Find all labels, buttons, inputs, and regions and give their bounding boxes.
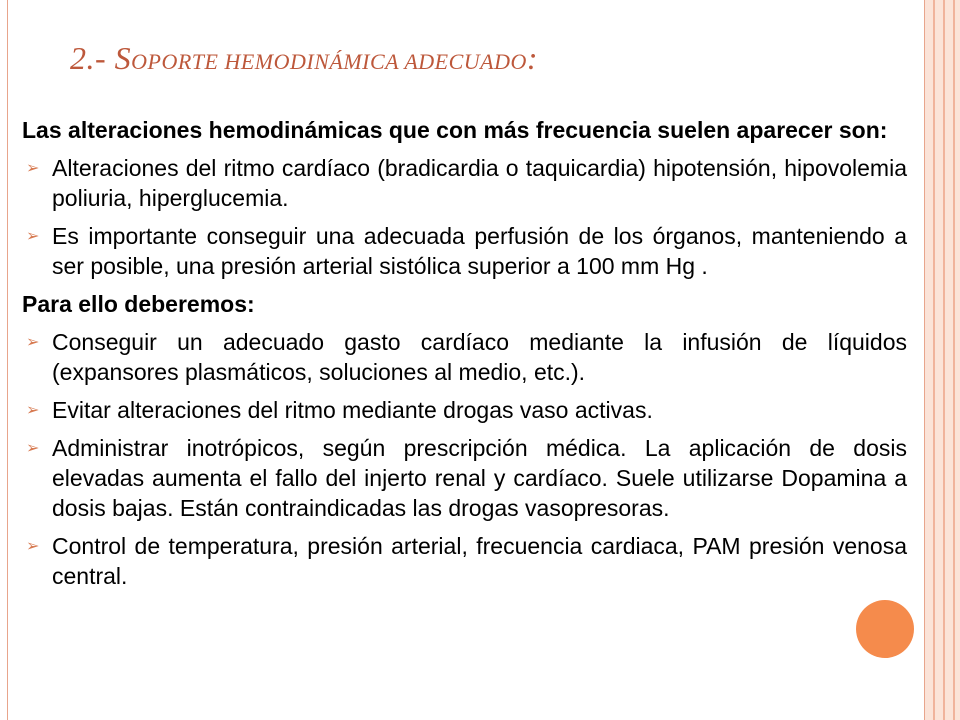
bullet-text: Administrar inotrópicos, según prescripción médica. La aplicación de dosis elevadas aumenta el fallo del injerto renal y cardíaco. Suele utilizarse Dopamina a dosis bajas. Están contraindicadas las drogas vasopresoras. bbox=[52, 435, 907, 521]
stripe-line bbox=[933, 0, 935, 720]
arrow-bullet-icon: ➢ bbox=[26, 402, 40, 419]
bullet-text: Alteraciones del ritmo cardíaco (bradicardia o taquicardia) hipotensión, hipovolemia poliuria, hiperglucemia. bbox=[52, 155, 907, 211]
bullet-item bbox=[22, 433, 907, 523]
decorative-circle bbox=[856, 600, 914, 658]
bullet-text: Control de temperatura, presión arterial, frecuencia cardiaca, PAM presión venosa central. bbox=[52, 533, 907, 589]
bullet-item bbox=[22, 531, 907, 591]
bullet-text: Es importante conseguir una adecuada perfusión de los órganos, manteniendo a ser posible, una presión arterial sistólica superior a 100 mm Hg . bbox=[52, 223, 907, 279]
subheading: Para ello deberemos: bbox=[22, 291, 255, 317]
arrow-bullet-icon: ➢ bbox=[26, 160, 40, 177]
arrow-bullet-icon: ➢ bbox=[26, 538, 40, 555]
title-colon: : bbox=[526, 40, 539, 76]
arrow-bullet-icon: ➢ bbox=[26, 334, 40, 351]
slide-title bbox=[70, 40, 538, 77]
bullet-item bbox=[22, 327, 907, 387]
bullet-text: Evitar alteraciones del ritmo mediante drogas vaso activas. bbox=[52, 397, 653, 423]
bullet-item bbox=[22, 221, 907, 281]
stripe-line bbox=[953, 0, 955, 720]
slide-body bbox=[22, 115, 907, 599]
decorative-stripes bbox=[925, 0, 960, 720]
bullet-item bbox=[22, 395, 907, 425]
title-rest: OPORTE HEMODINÁMICA ADECUADO bbox=[131, 49, 527, 74]
bullet-text: Conseguir un adecuado gasto cardíaco mediante la infusión de líquidos (expansores plasmáticos, soluciones al medio, etc.). bbox=[52, 329, 907, 385]
stripe-line bbox=[943, 0, 945, 720]
title-prefix: 2.- S bbox=[70, 40, 132, 76]
bullet-item bbox=[22, 153, 907, 213]
arrow-bullet-icon: ➢ bbox=[26, 440, 40, 457]
intro-text: Las alteraciones hemodinámicas que con más frecuencia suelen aparecer son: bbox=[22, 117, 888, 143]
arrow-bullet-icon: ➢ bbox=[26, 228, 40, 245]
